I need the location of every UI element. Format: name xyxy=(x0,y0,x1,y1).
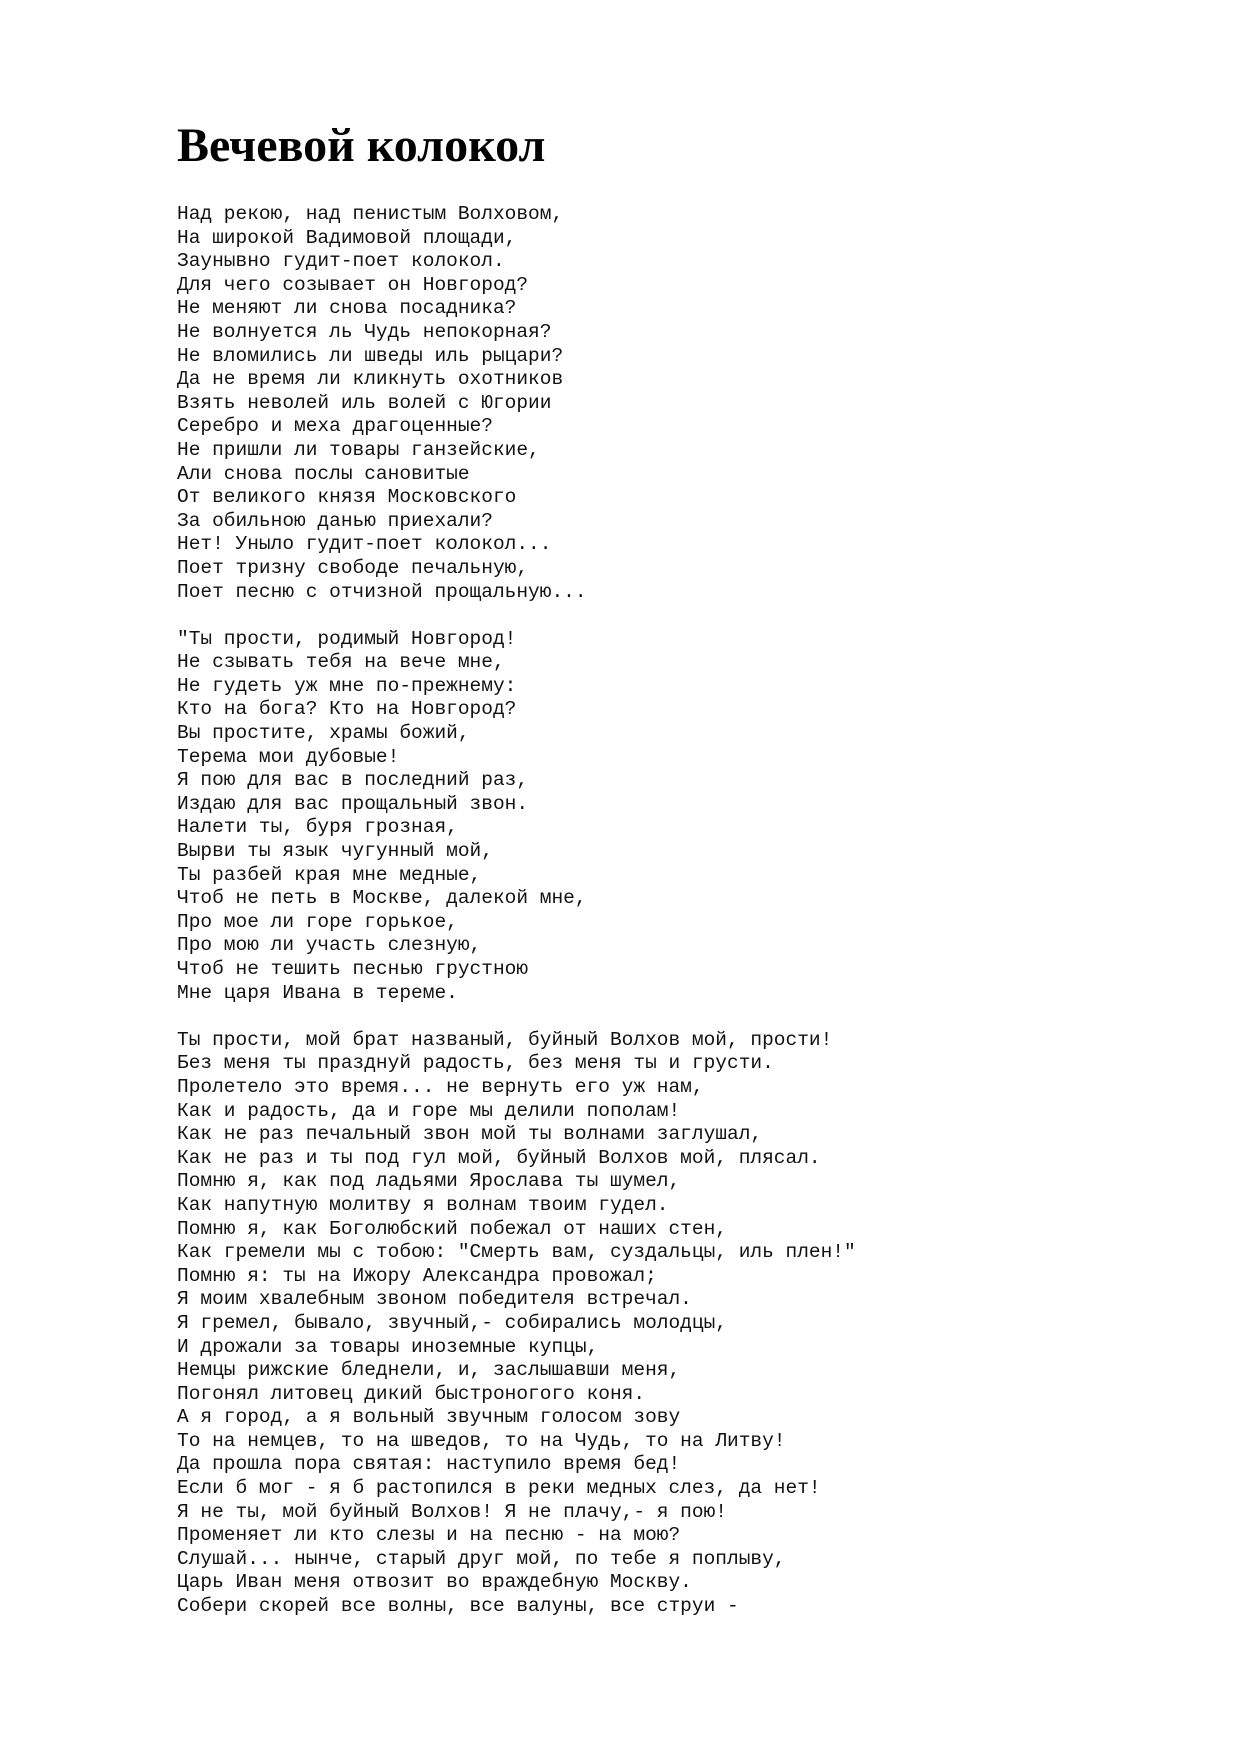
poem-line: Али снова послы сановитые xyxy=(177,462,470,485)
poem-line: Заунывно гудит-поет колокол. xyxy=(177,250,505,273)
poem-line: Ты прости, мой брат названый, буйный Волхов мой, прости! xyxy=(177,1028,833,1051)
poem-line: Да не время ли кликнуть охотников xyxy=(177,368,564,391)
poem-line: "Ты прости, родимый Новгород! xyxy=(177,627,517,650)
poem-line: За обильною данью приехали? xyxy=(177,509,493,532)
poem-line: Слушай... нынче, старый друг мой, по тебе я поплыву, xyxy=(177,1547,786,1570)
poem-line: Ты разбей края мне медные, xyxy=(177,863,482,886)
poem-line: Да прошла пора святая: наступило время бед! xyxy=(177,1453,681,1476)
poem-line: Пролетело это время... не вернуть его уж нам, xyxy=(177,1075,704,1098)
poem-line: Поет песню с отчизной прощальную... xyxy=(177,580,587,603)
poem-line: Про мое ли горе горькое, xyxy=(177,910,458,933)
poem-line: И дрожали за товары иноземные купцы, xyxy=(177,1335,599,1358)
poem-line: От великого князя Московского xyxy=(177,486,517,509)
poem-line: Не волнуется ль Чудь непокорная? xyxy=(177,320,552,343)
poem-line: Как гремели мы с тобою: "Смерть вам, суздальцы, иль плен!" xyxy=(177,1241,856,1264)
poem-line: Не сзывать тебя на вече мне, xyxy=(177,651,505,674)
poem-line: Для чего созывает он Новгород? xyxy=(177,273,529,296)
poem-line: Вы простите, храмы божий, xyxy=(177,722,470,745)
poem-line: Не вломились ли шведы иль рыцари? xyxy=(177,344,564,367)
stanza xyxy=(177,203,856,604)
poem-line: Издаю для вас прощальный звон. xyxy=(177,792,529,815)
poem-line: Поет тризну свободе печальную, xyxy=(177,556,529,579)
poem-line: Я моим хвалебным звоном победителя встречал. xyxy=(177,1288,692,1311)
poem-line: Как и радость, да и горе мы делили пополам! xyxy=(177,1099,681,1122)
poem-line: То на немцев, то на шведов, то на Чудь, то на Литву! xyxy=(177,1429,786,1452)
poem-line: Царь Иван меня отвозит во враждебную Москву. xyxy=(177,1571,692,1594)
poem-line: Не меняют ли снова посадника? xyxy=(177,297,517,320)
poem-line: Про мою ли участь слезную, xyxy=(177,934,482,957)
poem-line: Без меня ты празднуй радость, без меня ты и грусти. xyxy=(177,1052,774,1075)
poem-line: Я не ты, мой буйный Волхов! Я не плачу,- я пою! xyxy=(177,1500,727,1523)
poem-line: Как не раз и ты под гул мой, буйный Волхов мой, плясал. xyxy=(177,1146,821,1169)
poem-line: Я гремел, бывало, звучный,- собирались молодцы, xyxy=(177,1311,727,1334)
poem-line: Если б мог - я б растопился в реки медных слез, да нет! xyxy=(177,1477,821,1500)
poem-line: Мне царя Ивана в тереме. xyxy=(177,981,458,1004)
poem-line: Не гудеть уж мне по-прежнему: xyxy=(177,674,517,697)
poem-line: Променяет ли кто слезы и на песню - на мою? xyxy=(177,1524,681,1547)
poem-line: Над рекою, над пенистым Волховом, xyxy=(177,203,564,225)
stanza xyxy=(177,628,856,1006)
poem-line: Серебро и меха драгоценные? xyxy=(177,415,493,438)
poem-line: Вырви ты язык чугунный мой, xyxy=(177,840,493,863)
poem-line: Кто на бога? Кто на Новгород? xyxy=(177,698,517,721)
poem-line: Помню я: ты на Ижору Александра провожал; xyxy=(177,1264,657,1287)
poem-line: Нет! Уныло гудит-поет колокол... xyxy=(177,533,552,556)
poem-body xyxy=(177,203,856,1642)
poem-line: Не пришли ли товары ганзейские, xyxy=(177,438,540,461)
stanza xyxy=(177,1029,856,1619)
poem-line: Я пою для вас в последний раз, xyxy=(177,769,529,792)
poem-line: Собери скорей все волны, все валуны, все струи - xyxy=(177,1595,739,1618)
poem-title: Вечевой колокол xyxy=(177,119,546,172)
poem-line: Как не раз печальный звон мой ты волнами заглушал, xyxy=(177,1123,763,1146)
poem-line: Терема мои дубовые! xyxy=(177,745,400,768)
poem-line: Чтоб не тешить песнью грустною xyxy=(177,958,529,980)
poem-line: Чтоб не петь в Москве, далекой мне, xyxy=(177,887,587,910)
poem-line: Помню я, как под ладьями Ярослава ты шумел, xyxy=(177,1170,681,1193)
poem-line: А я город, а я вольный звучным голосом зову xyxy=(177,1406,681,1429)
poem-line: Помню я, как Боголюбский побежал от наших стен, xyxy=(177,1217,727,1240)
poem-line: Погонял литовец дикий быстроногого коня. xyxy=(177,1382,646,1405)
poem-line: На широкой Вадимовой площади, xyxy=(177,226,517,249)
poem-line: Налети ты, буря грозная, xyxy=(177,816,458,839)
poem-line: Взять неволей иль волей с Югории xyxy=(177,391,552,414)
poem-line: Как напутную молитву я волнам твоим гудел. xyxy=(177,1193,669,1216)
poem-line: Немцы рижские бледнели, и, заслышавши меня, xyxy=(177,1359,681,1382)
